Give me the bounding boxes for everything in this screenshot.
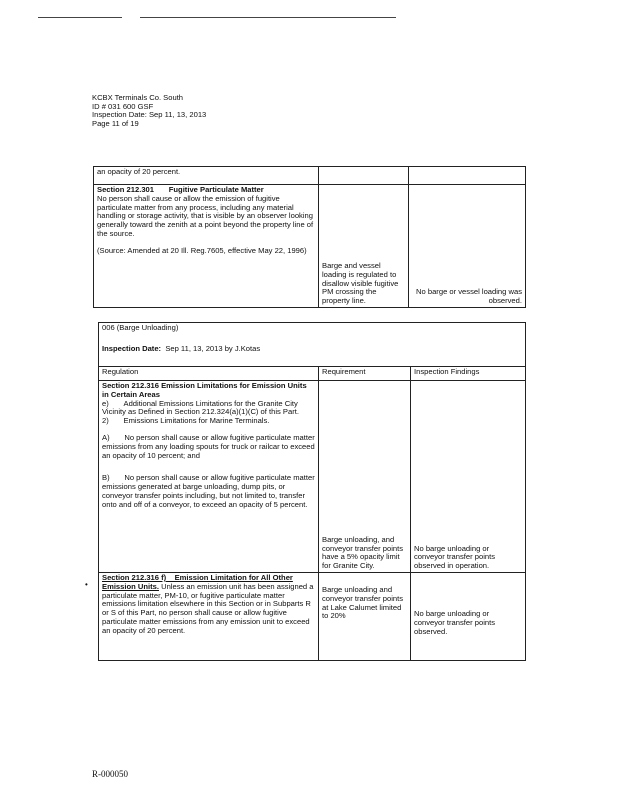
column-header-regulation: Regulation bbox=[99, 367, 319, 381]
section-212-316-requirement: Barge unloading, and conveyor transfer points have a 5% opacity limit for Granite City. bbox=[319, 381, 411, 573]
section-212-316-finding: No barge unloading or conveyor transfer points observed in operation. bbox=[411, 381, 526, 573]
section-212-301-title: Section 212.301 bbox=[97, 185, 154, 194]
section-212-316-title: Section 212.316 Emission Limitations for Emission Units in Certain Areas bbox=[102, 381, 307, 399]
column-header-requirement: Requirement bbox=[319, 367, 411, 381]
section-212-301-finding: No barge or vessel loading was observed. bbox=[409, 185, 526, 308]
section-212-301-requirement: Barge and vessel loading is regulated to disallow visible fugitive PM crossing the property line. bbox=[319, 185, 409, 308]
carryover-requirement bbox=[319, 167, 409, 185]
column-header-findings: Inspection Findings bbox=[411, 367, 526, 381]
section-212-316f-finding-text: No barge unloading or conveyor transfer points observed. bbox=[414, 609, 496, 636]
section-212-316-a: A) No person shall cause or allow fugitive particulate matter emissions from any loading spouts for truck or railcar to exceed an opacity of 10 percent; and bbox=[102, 432, 315, 460]
header-page-number: Page 11 of 19 bbox=[92, 118, 139, 128]
section-212-316-b: B) No person shall cause or allow fugitive particulate matter emissions generated at barge unloading, dump pits, or conveyor transfer points including, but not limited to, transfer onto and off of a conveyor, to exceed an opacity of 5 percent. bbox=[102, 473, 315, 509]
section-212-316f-cell bbox=[99, 573, 319, 661]
header-id: ID # 031 600 GSF bbox=[92, 101, 154, 111]
margin-mark: • bbox=[85, 580, 88, 589]
unit-title: 006 (Barge Unloading) bbox=[102, 323, 179, 332]
section-212-301-cell bbox=[94, 185, 319, 308]
carryover-text: an opacity of 20 percent. bbox=[94, 167, 319, 185]
inspection-date-label: Inspection Date: bbox=[102, 343, 162, 353]
section-212-316f-title: Section 212.316 f) Emission Limitation for All Other Emission Units. bbox=[102, 573, 293, 591]
section-212-316f-finding bbox=[411, 573, 526, 661]
section-212-316f-body: Unless an emission unit has been assigned a particulate matter, PM-10, or fugitive particulate matter emissions limitation elsewhere in this Section or in Subparts R or S of this Part, no person shall cause or allow fugitive particulate matter emissions from any emission unit to exceed an opacity of 20 percent. bbox=[102, 581, 314, 635]
barge-unloading-table bbox=[98, 322, 526, 661]
header-company: KCBX Terminals Co. South bbox=[92, 93, 184, 102]
header-inspection-date: Inspection Date: Sep 11, 13, 2013 bbox=[92, 110, 207, 120]
top-rule-left bbox=[38, 17, 122, 18]
section-212-301-source: (Source: Amended at 20 Ill. Reg.7605, effective May 22, 1996) bbox=[97, 245, 307, 255]
section-212-316-e: e) Additional Emissions Limitations for the Granite City Vicinity as Defined in Section 212.324(a)(1)(C) of this Part. bbox=[102, 398, 299, 417]
top-rule-right bbox=[140, 17, 396, 18]
section-212-316-cell bbox=[99, 381, 319, 573]
carryover-finding bbox=[409, 167, 526, 185]
section-212-316-2: 2) Emissions Limitations for Marine Terminals. bbox=[102, 416, 270, 426]
unit-header-cell bbox=[99, 323, 526, 367]
section-212-316f-requirement-text: Barge unloading and conveyor transfer points at Lake Calumet limited to 20% bbox=[322, 585, 404, 621]
bates-number: R-000050 bbox=[92, 769, 128, 779]
section-212-301-body: No person shall cause or allow the emission of fugitive particulate matter from any process, including any material handling or storage activity, that is visible by an observer looking generally toward the zenith at a point beyond the property line of the source. bbox=[97, 193, 314, 238]
inspection-date-value: Sep 11, 13, 2013 by J.Kotas bbox=[165, 343, 261, 353]
section-212-316f-requirement bbox=[319, 573, 411, 661]
document-header bbox=[92, 94, 206, 128]
section-212-301-subtitle: Fugitive Particulate Matter bbox=[168, 185, 264, 194]
regulation-table-continued bbox=[93, 166, 526, 308]
